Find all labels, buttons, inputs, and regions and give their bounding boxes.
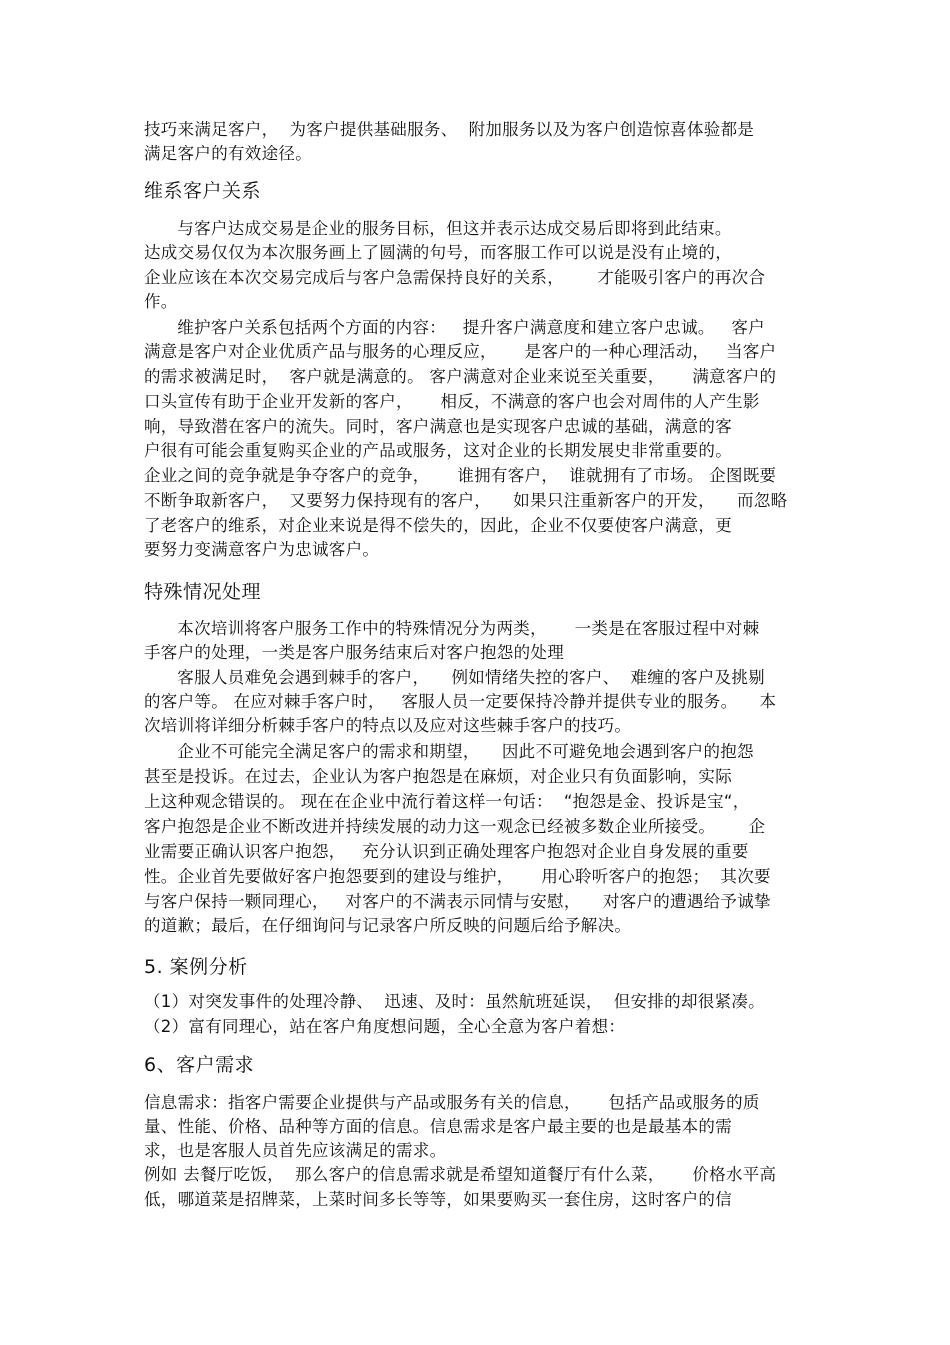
paragraph-line: 与客户达成交易是企业的服务目标，但这并表示达成交易后即将到此结束。 [144, 219, 732, 238]
paragraph-line: 低，哪道菜是招牌菜，上菜时间多长等等，如果要购买一套住房，这时客户的信 [144, 1190, 732, 1209]
paragraph-line: 的需求被满足时， 客户就是满意的。 客户满意对企业来说至关重要， 满意客户的 [144, 367, 777, 386]
paragraph-line: 的客户等。 在应对棘手客户时， 客服人员一定要保持冷静并提供专业的服务。 本 [144, 692, 777, 711]
paragraph-line: 户很有可能会重复购买企业的产品或服务，这对企业的长期发展史非常重要的。 [144, 441, 732, 460]
paragraph-line: 企业之间的竞争就是争夺客户的竞争， 谁拥有客户， 谁就拥有了市场。 企图既要 [144, 466, 777, 485]
paragraph-line: 企业应该在本次交易完成后与客户急需保持良好的关系， 才能吸引客户的再次合 [144, 268, 766, 287]
paragraph-line: 本次培训将客户服务工作中的特殊情况分为两类， 一类是在客服过程中对棘 [144, 619, 760, 638]
paragraph-line: 技巧来满足客户， 为客户提供基础服务、 附加服务以及为客户创造惊喜体验都是 [144, 120, 755, 139]
paragraph-line: 性。企业首先要做好客户抱怨要到的建设与维护， 用心聆听客户的抱怨； 其次要 [144, 867, 771, 886]
paragraph-line: 满足客户的有效途径。 [144, 144, 312, 163]
paragraph-line: 与客户保持一颗同理心， 对客户的不满表示同情与安慰， 对客户的遭遇给予诚挚 [144, 892, 771, 911]
paragraph-line: 次培训将详细分析棘手客户的特点以及应对这些棘手客户的技巧。 [144, 716, 632, 735]
paragraph-line: 了老客户的维系，对企业来说是得不偿失的，因此，企业不仅要使客户满意，更 [144, 516, 732, 535]
paragraph-line: 作。 [144, 292, 178, 311]
section-heading-maintain: 维系客户关系 [144, 180, 262, 202]
paragraph-line: 甚至是投诉。在过去，企业认为客户抱怨是在麻烦，对企业只有负面影响，实际 [144, 767, 732, 786]
paragraph-line: 的道歉；最后，在仔细询问与记录客户所反映的问题后给予解决。 [144, 916, 632, 935]
paragraph-line: 口头宣传有助于企业开发新的客户， 相反，不满意的客户也会对周伟的人产生影 [144, 392, 760, 411]
paragraph-line: 要努力变满意客户为忠诚客户。 [144, 540, 380, 559]
paragraph-line: 响，导致潜在客户的流失。同时，客户满意也是实现客户忠诚的基础，满意的客 [144, 417, 732, 436]
section-heading-needs: 6、客户需求 [144, 1054, 255, 1076]
paragraph-line: 业需要正确认识客户抱怨， 充分认识到正确处理客户抱怨对企业自身发展的重要 [144, 842, 749, 861]
paragraph-line: 不断争取新客户， 又要努力保持现有的客户， 如果只注重新客户的开发， 而忽略 [144, 491, 788, 510]
paragraph-line: 维护客户关系包括两个方面的内容： 提升客户满意度和建立客户忠诚。 客户 [144, 318, 765, 337]
section-heading-case: 5. 案例分析 [144, 956, 248, 978]
paragraph-line: 信息需求：指客户需要企业提供与产品或服务有关的信息， 包括产品或服务的质 [144, 1093, 760, 1112]
paragraph-line: （2）富有同理心，站在客户角度想问题，全心全意为客户着想： [144, 1017, 626, 1036]
paragraph-line: 求，也是客服人员首先应该满足的需求。 [144, 1141, 447, 1160]
paragraph-line: 满意是客户对企业优质产品与服务的心理反应， 是客户的一种心理活动， 当客户 [144, 342, 777, 361]
section-heading-special: 特殊情况处理 [144, 581, 262, 603]
paragraph-line: 例如 去餐厅吃饭， 那么客户的信息需求就是希望知道餐厅有什么菜， 价格水平高 [144, 1165, 777, 1184]
paragraph-line: 手客户的处理，一类是客户服务结束后对客户抱怨的处理 [144, 643, 564, 662]
paragraph-line: 达成交易仅仅为本次服务画上了圆满的句号，而客服工作可以说是没有止境的， [144, 243, 732, 262]
paragraph-line: 量、性能、价格、品种等方面的信息。信息需求是客户最主要的也是最基本的需 [144, 1117, 732, 1136]
paragraph-line: 客服人员难免会遇到棘手的客户， 例如情绪失控的客户、 难缠的客户及挑剔 [144, 668, 765, 687]
paragraph-line: 上这种观念错误的。 现在在企业中流行着这样一句话： “抱怨是金、投诉是宝“， [144, 792, 750, 811]
paragraph-line: 客户抱怨是企业不断改进并持续发展的动力这一观念已经被多数企业所接受。 企 [144, 817, 766, 836]
paragraph-line: 企业不可能完全满足客户的需求和期望， 因此不可避免地会遇到客户的抱怨 [144, 742, 754, 761]
paragraph-line: （1）对突发事件的处理冷静、 迅速、及时：虽然航班延误， 但安排的却很紧凑。 [144, 992, 765, 1011]
